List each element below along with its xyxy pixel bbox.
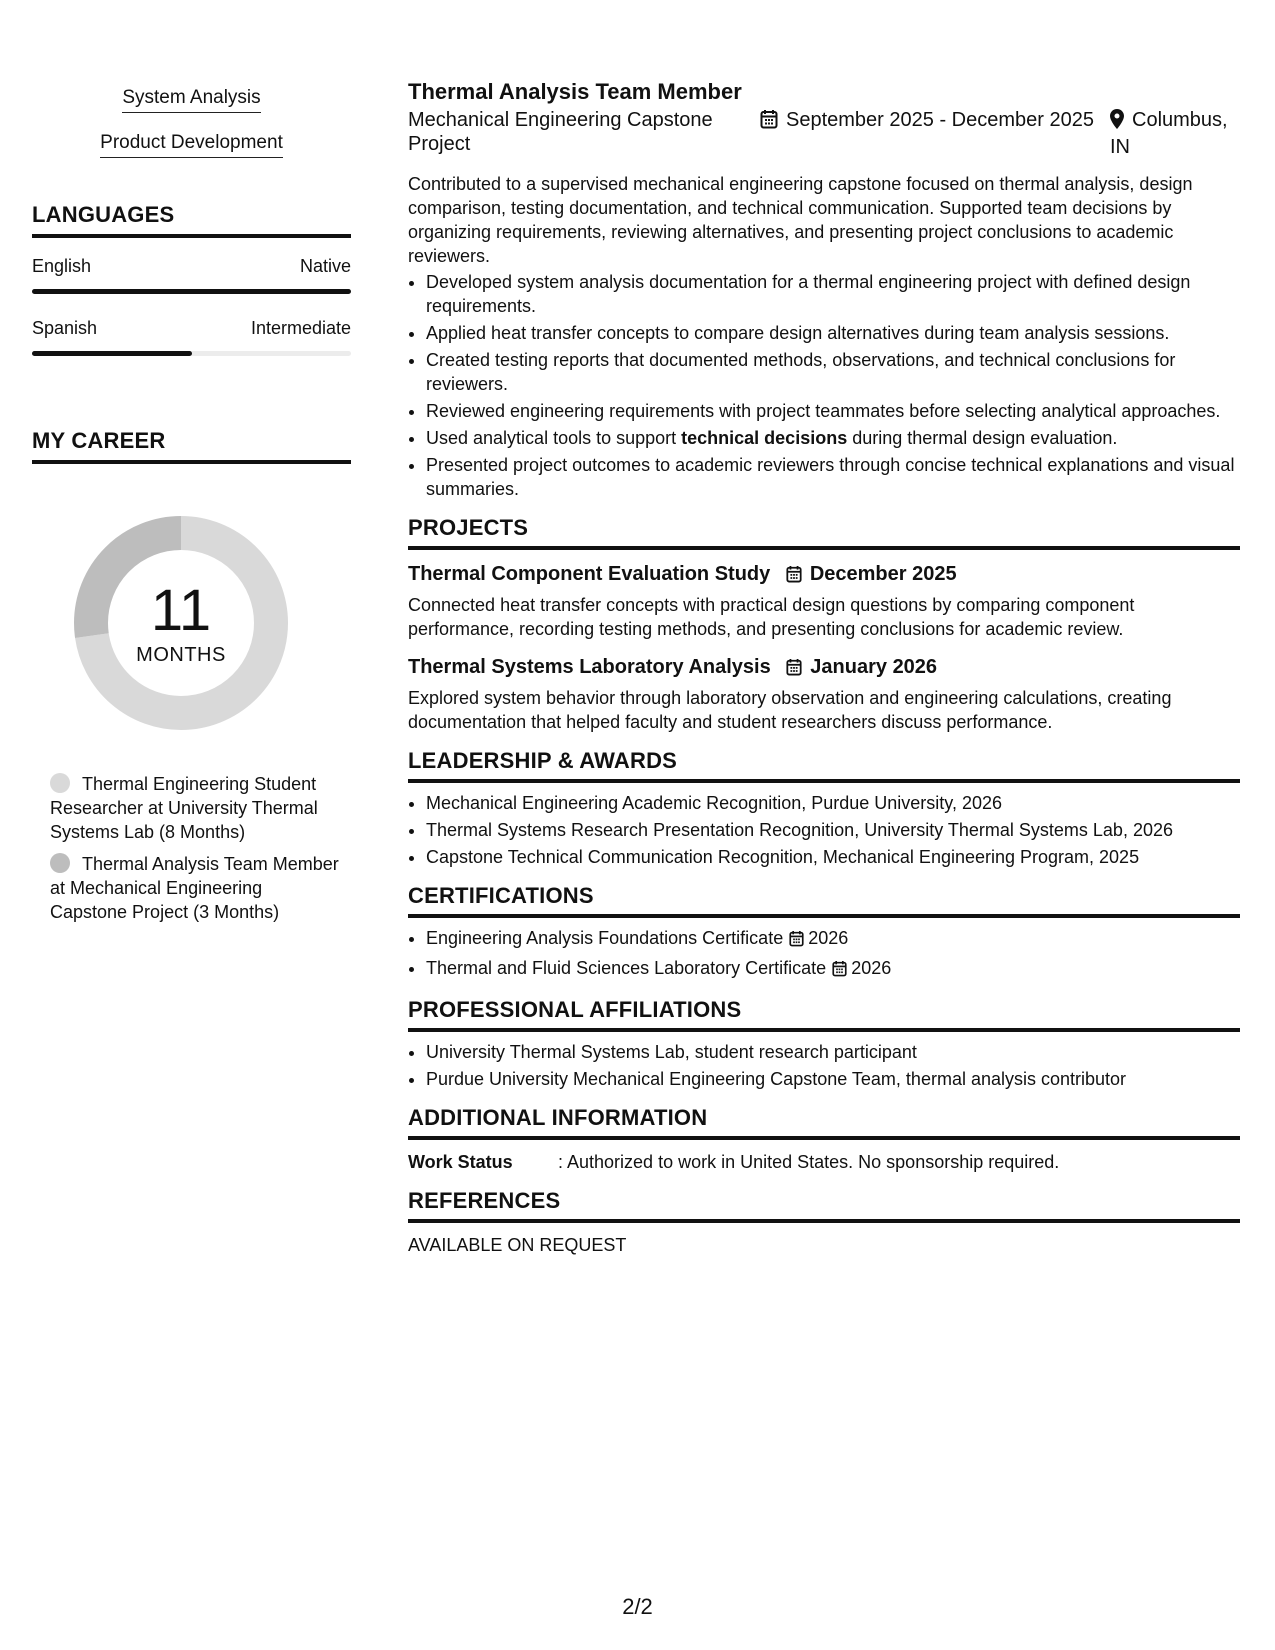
- career-legend-item: [50, 772, 340, 844]
- additional-info-heading: ADDITIONAL INFORMATION: [408, 1105, 1240, 1140]
- project-header: [408, 562, 1240, 589]
- map-pin-icon: [1110, 109, 1124, 135]
- job-title: Thermal Analysis Team Member: [408, 79, 742, 104]
- leadership-item: • Capstone Technical Communication Recognition, Mechanical Engineering Program, 2025: [426, 845, 1240, 869]
- language-name: English: [32, 256, 92, 276]
- skill-item: System Analysis: [122, 86, 260, 113]
- skill-item: Product Development: [100, 131, 283, 158]
- language-spanish: [32, 316, 351, 356]
- language-name: Spanish: [32, 318, 98, 338]
- project-date: December 2025: [809, 563, 957, 585]
- calendar-icon: [786, 565, 802, 589]
- sidebar: [32, 86, 351, 928]
- certifications-list: [408, 926, 1240, 983]
- affiliations-list: [408, 1040, 1240, 1091]
- leadership-item: • Thermal Systems Research Presentation Recognition, University Thermal Systems Lab, 2026: [426, 818, 1240, 842]
- job-bullet: • Created testing reports that documented methods, observations, and technical conclusions for reviewers.: [426, 348, 1240, 396]
- language-proficiency-fill: [32, 351, 192, 356]
- job-meta: [408, 108, 1240, 164]
- certification-year: 2026: [808, 928, 849, 948]
- career-heading: MY CAREER: [32, 428, 351, 464]
- calendar-icon: [786, 658, 802, 682]
- job-bullet: • Presented project outcomes to academic reviewers through concise technical explanations and visual summaries.: [426, 453, 1240, 501]
- language-level: Intermediate: [250, 318, 351, 338]
- affiliations-heading: PROFESSIONAL AFFILIATIONS: [408, 997, 1240, 1032]
- language-level: Native: [299, 256, 351, 276]
- language-proficiency-bar: [32, 351, 351, 356]
- page-number: 2/2: [622, 1594, 653, 1619]
- legend-dot: [50, 773, 70, 793]
- affiliation-item: • Purdue University Mechanical Engineering Capstone Team, thermal analysis contributor: [426, 1067, 1240, 1091]
- job-company: Mechanical Engineering Capstone Project: [408, 109, 713, 155]
- job-bullet: • Developed system analysis documentation for a thermal engineering project with defined design requirements.: [426, 270, 1240, 318]
- affiliation-item: • University Thermal Systems Lab, student research participant: [426, 1040, 1240, 1064]
- job-bullets: [408, 270, 1240, 501]
- job-bullet: [426, 426, 1240, 450]
- language-proficiency-fill: [32, 289, 351, 294]
- languages-heading: LANGUAGES: [32, 202, 351, 238]
- work-status-label: Work Status: [408, 1152, 513, 1172]
- leadership-list: [408, 791, 1240, 869]
- projects-heading: PROJECTS: [408, 515, 1240, 550]
- job-dates: [760, 108, 1094, 135]
- legend-dot: [50, 853, 70, 873]
- calendar-icon: [832, 959, 847, 983]
- main-content: [408, 78, 1240, 1257]
- language-english: [32, 254, 351, 294]
- job-location: [1110, 108, 1250, 159]
- certification-year: 2026: [851, 958, 892, 978]
- career-donut-chart: [66, 508, 296, 738]
- job-summary: Contributed to a supervised mechanical engineering capstone focused on thermal analysis, design comparison, testing documentation, and technical communication. Supported team decisions by organizing requirements, reviewing alternatives, and presenting project conclusions to academic reviewers.: [408, 174, 1193, 266]
- job-location-text: Columbus, IN: [1110, 109, 1228, 158]
- leadership-item: • Mechanical Engineering Academic Recognition, Purdue University, 2026: [426, 791, 1240, 815]
- certification-name: Engineering Analysis Foundations Certificate: [426, 928, 784, 948]
- job-dates-text: September 2025 - December 2025: [786, 109, 1094, 131]
- references-text: AVAILABLE ON REQUEST: [408, 1235, 627, 1255]
- project-title: Thermal Component Evaluation Study: [408, 563, 771, 585]
- certification-name: Thermal and Fluid Sciences Laboratory Certificate: [426, 958, 827, 978]
- career-total: 11: [150, 578, 212, 643]
- certification-item: [426, 956, 1240, 983]
- leadership-heading: LEADERSHIP & AWARDS: [408, 748, 1240, 783]
- bullet-text: Used analytical tools to support: [426, 428, 682, 448]
- references-heading: REFERENCES: [408, 1188, 1240, 1223]
- certification-item: [426, 926, 1240, 953]
- skills-list: [32, 86, 351, 158]
- project-header: [408, 655, 1240, 682]
- language-proficiency-bar: [32, 289, 351, 294]
- bullet-text: during thermal design evaluation.: [847, 428, 1118, 448]
- career-legend-item: [50, 852, 340, 924]
- bullet-bold-text: technical decisions: [681, 428, 848, 448]
- project-title: Thermal Systems Laboratory Analysis: [408, 656, 771, 678]
- job-bullet: • Reviewed engineering requirements with project teammates before selecting analytical approaches.: [426, 399, 1240, 423]
- project-description: Explored system behavior through laboratory observation and engineering calculations, creating documentation that helped faculty and student researchers discuss performance.: [408, 688, 1172, 732]
- calendar-icon: [760, 109, 778, 135]
- career-legend-text: Thermal Analysis Team Member at Mechanical Engineering Capstone Project (3 Months): [50, 854, 339, 922]
- certifications-heading: CERTIFICATIONS: [408, 883, 1240, 918]
- project-description: Connected heat transfer concepts with practical design questions by comparing component performance, recording testing methods, and presenting conclusions for academic review.: [408, 595, 1135, 639]
- calendar-icon: [789, 929, 804, 953]
- career-legend: [50, 772, 340, 924]
- work-status-row: [408, 1150, 1240, 1174]
- work-status-value: : Authorized to work in United States. No sponsorship required.: [558, 1152, 1060, 1172]
- career-unit: MONTHS: [136, 644, 226, 666]
- career-legend-text: Thermal Engineering Student Researcher at University Thermal Systems Lab (8 Months): [50, 774, 318, 842]
- job-bullet: • Applied heat transfer concepts to compare design alternatives during team analysis sessions.: [426, 321, 1240, 345]
- project-date: January 2026: [810, 656, 938, 678]
